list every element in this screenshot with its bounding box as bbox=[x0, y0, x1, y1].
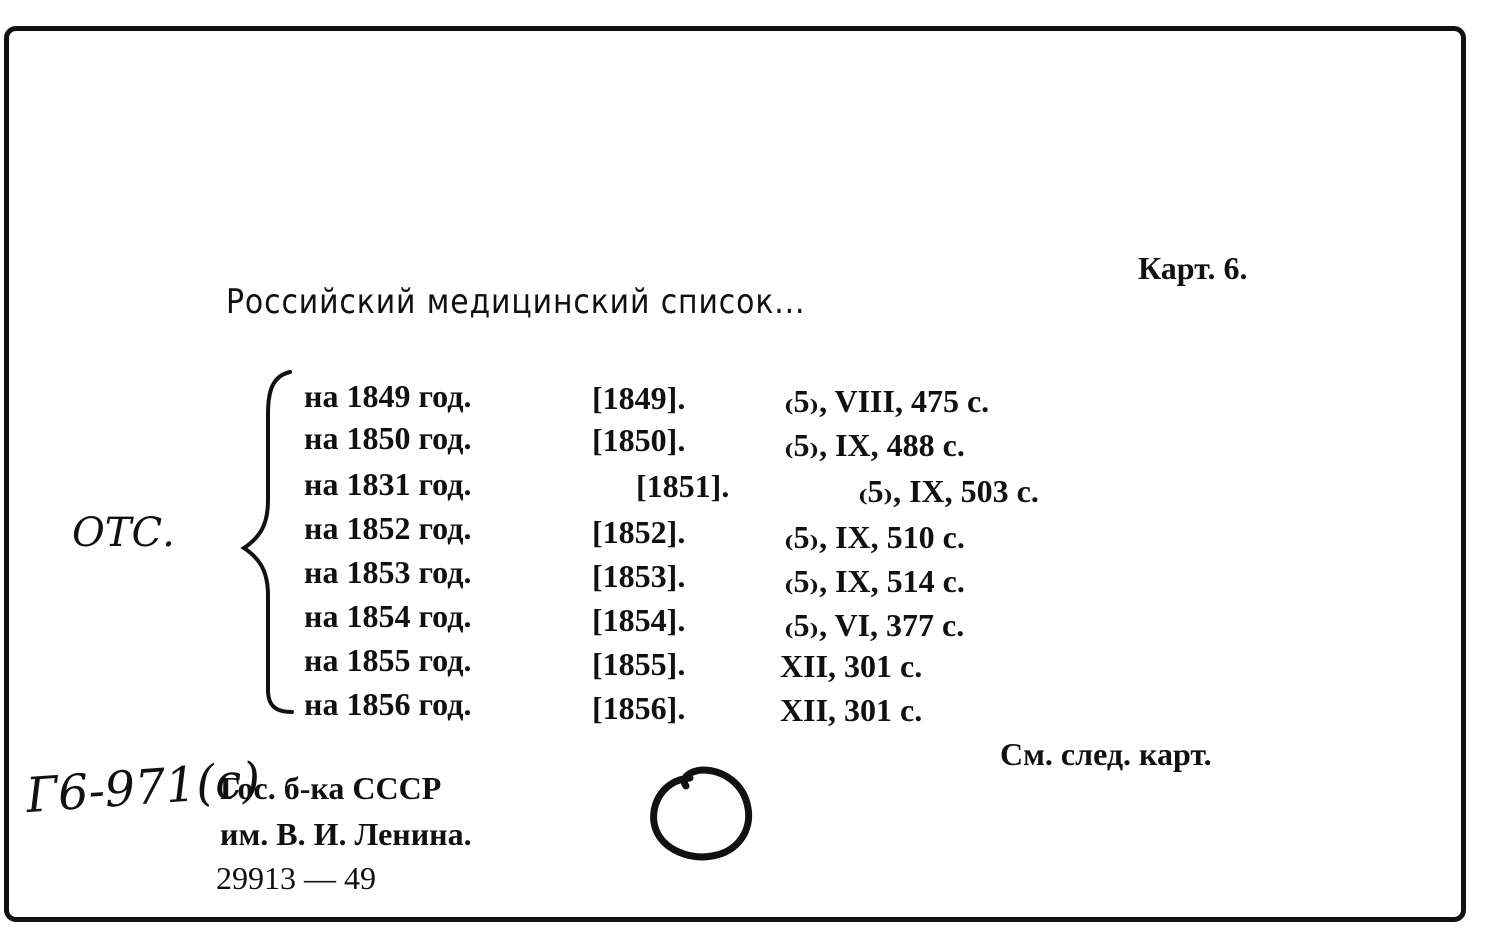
entry-extent: XII, 301 с. bbox=[780, 692, 923, 728]
library-line-1: Гос. б-ка СССР bbox=[220, 770, 442, 806]
entry-extent: ₍5₎, IX, 510 с. bbox=[784, 519, 965, 555]
entry-date: [1850]. bbox=[592, 422, 686, 458]
entry-extent: ₍5₎, IX, 488 с. bbox=[784, 427, 965, 463]
entry-extent: ₍5₎, VI, 377 с. bbox=[784, 607, 965, 643]
entry-date: [1856]. bbox=[592, 690, 686, 726]
entry-year: на 1852 год. bbox=[304, 510, 472, 546]
entry-year: на 1831 год. bbox=[304, 466, 472, 502]
entry-year: на 1856 год. bbox=[304, 686, 472, 722]
entry-extent: ₍5₎, IX, 503 с. bbox=[858, 473, 1039, 509]
card-number: Карт. 6. bbox=[1138, 250, 1248, 286]
handwritten-note: ОТС. bbox=[72, 510, 175, 556]
page-title: Российский медицинский список... bbox=[226, 282, 806, 322]
print-number: 29913 — 49 bbox=[216, 860, 376, 896]
entry-date: [1853]. bbox=[592, 558, 686, 594]
library-line-2: им. В. И. Ленина. bbox=[220, 816, 472, 852]
entry-date: [1852]. bbox=[592, 514, 686, 550]
entry-extent: ₍5₎, IX, 514 с. bbox=[784, 563, 965, 599]
handwritten-shelfmark: Г6-971(с) bbox=[24, 751, 263, 825]
see-next-card: См. след. карт. bbox=[1000, 736, 1212, 772]
entry-year: на 1849 год. bbox=[304, 378, 472, 414]
curly-brace bbox=[244, 372, 292, 712]
entry-date: [1849]. bbox=[592, 380, 686, 416]
entry-year: на 1850 год. bbox=[304, 420, 472, 456]
entry-extent: ₍5₎, VIII, 475 с. bbox=[784, 383, 990, 419]
entry-year: на 1854 год. bbox=[304, 598, 472, 634]
entry-year: на 1855 год. bbox=[304, 642, 472, 678]
entry-year: на 1853 год. bbox=[304, 554, 472, 590]
entry-date: [1855]. bbox=[592, 646, 686, 682]
stamp-circle bbox=[654, 770, 749, 857]
entry-extent: XII, 301 с. bbox=[780, 648, 923, 684]
entry-date: [1854]. bbox=[592, 602, 686, 638]
entry-date: [1851]. bbox=[636, 468, 730, 504]
